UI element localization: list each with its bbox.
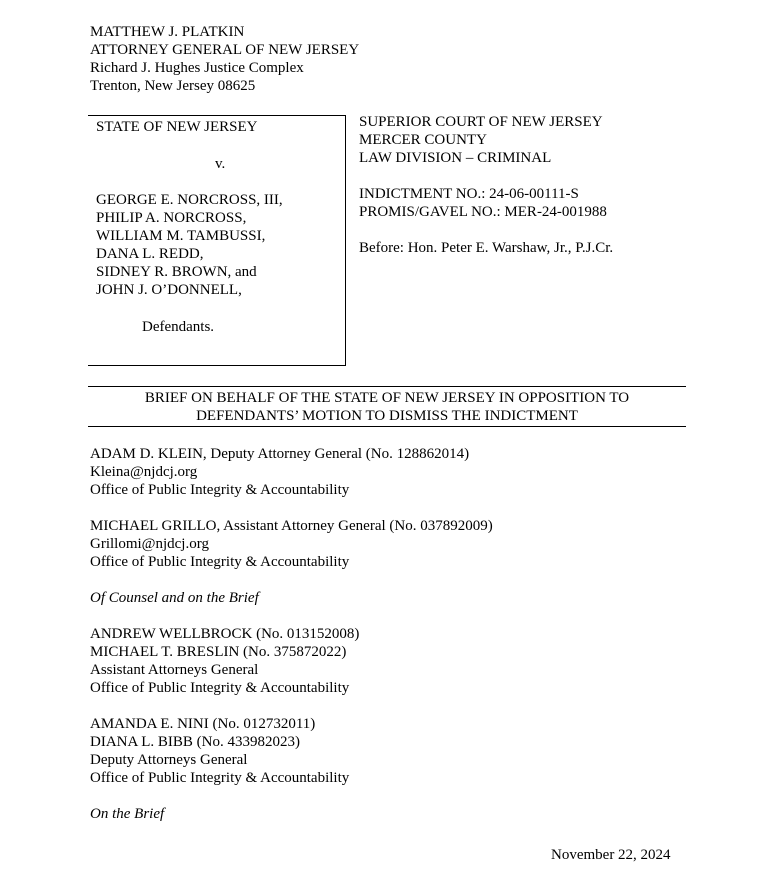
defendants-label: Defendants. (142, 319, 215, 335)
counsel-name: ADAM D. KLEIN, Deputy Attorney General (No. 128862014) (90, 446, 470, 462)
plaintiff: STATE OF NEW JERSEY (96, 119, 258, 135)
defendant-name: JOHN J. O’DONNELL, (96, 282, 242, 298)
defendant-name: PHILIP A. NORCROSS, (96, 210, 247, 226)
counsel-name: MICHAEL T. BRESLIN (No. 375872022) (90, 644, 347, 660)
counsel-office: Office of Public Integrity & Accountability (90, 680, 350, 696)
header-line-name: MATTHEW J. PLATKIN (90, 24, 245, 40)
promis-number: PROMIS/GAVEL NO.: MER-24-001988 (359, 204, 607, 220)
counsel-block-assistant (90, 625, 493, 697)
defendants-list (96, 191, 283, 299)
brief-title (88, 386, 686, 427)
counsel-name: AMANDA E. NINI (No. 012732011) (90, 716, 316, 732)
defendant-name: GEORGE E. NORCROSS, III, (96, 192, 283, 208)
counsel-email: Kleina@njdcj.org (90, 464, 198, 480)
counsel-office: Office of Public Integrity & Accountability (90, 482, 350, 498)
defendant-name: WILLIAM M. TAMBUSSI, (96, 228, 266, 244)
versus: v. (215, 156, 226, 172)
counsel-block-klein (90, 445, 493, 499)
counsel-office: Office of Public Integrity & Accountability (90, 554, 350, 570)
judge: Before: Hon. Peter E. Warshaw, Jr., P.J.Cr. (359, 240, 614, 256)
court-name: SUPERIOR COURT OF NEW JERSEY (359, 114, 603, 130)
header-line-title: ATTORNEY GENERAL OF NEW JERSEY (90, 42, 360, 58)
counsel-name: DIANA L. BIBB (No. 433982023) (90, 734, 300, 750)
counsel-name: ANDREW WELLBROCK (No. 013152008) (90, 626, 360, 642)
on-brief-label: On the Brief (90, 806, 165, 822)
defendant-name: SIDNEY R. BROWN, and (96, 264, 257, 280)
counsel-title: Deputy Attorneys General (90, 752, 248, 768)
brief-title-line-1: BRIEF ON BEHALF OF THE STATE OF NEW JERSEY IN OPPOSITION TO (144, 390, 630, 406)
attorney-general-header (90, 23, 359, 95)
header-line-complex: Richard J. Hughes Justice Complex (90, 60, 304, 76)
filing-date: November 22, 2024 (551, 847, 671, 863)
counsel-list (90, 445, 493, 823)
division: LAW DIVISION – CRIMINAL (359, 150, 552, 166)
indictment-number: INDICTMENT NO.: 24-06-00111-S (359, 186, 579, 202)
counsel-email: Grillomi@njdcj.org (90, 536, 209, 552)
defendant-name: DANA L. REDD, (96, 246, 204, 262)
header-line-city: Trenton, New Jersey 08625 (90, 78, 256, 94)
court-info (359, 113, 613, 257)
case-caption-box (88, 115, 346, 366)
counsel-block-grillo (90, 517, 493, 571)
counsel-name: MICHAEL GRILLO, Assistant Attorney General (No. 037892009) (90, 518, 493, 534)
brief-title-line-2: DEFENDANTS’ MOTION TO DISMISS THE INDICTMENT (196, 408, 578, 424)
county: MERCER COUNTY (359, 132, 487, 148)
counsel-block-deputy (90, 715, 493, 787)
counsel-office: Office of Public Integrity & Accountability (90, 770, 350, 786)
of-counsel-label: Of Counsel and on the Brief (90, 590, 259, 606)
counsel-title: Assistant Attorneys General (90, 662, 259, 678)
